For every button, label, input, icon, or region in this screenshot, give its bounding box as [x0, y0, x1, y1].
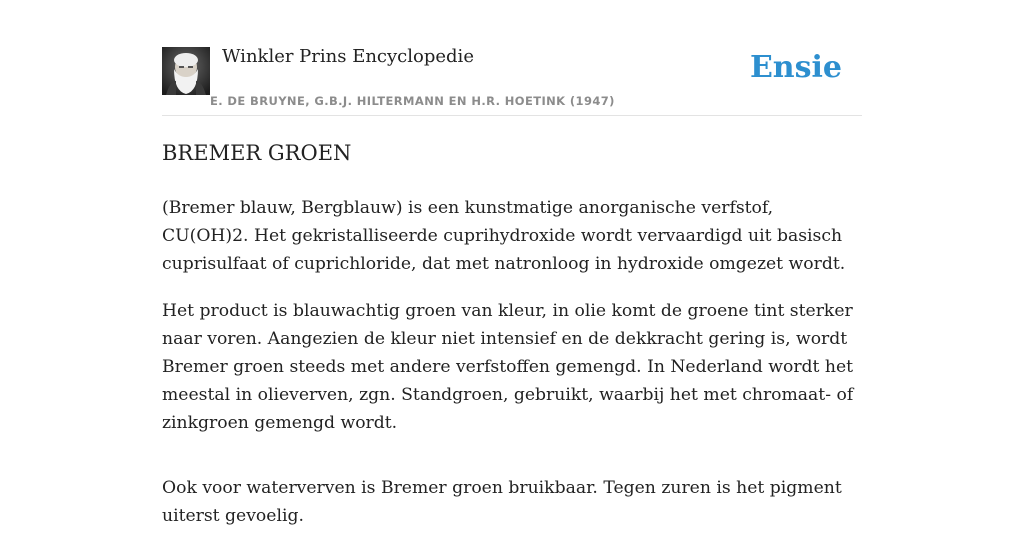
author-avatar-icon[interactable]: [162, 47, 210, 95]
authors-line: E. DE BRUYNE, G.B.J. HILTERMANN EN H.R. HOETINK (1947): [210, 94, 615, 108]
article-body: [162, 194, 862, 549]
bearded-man-portrait-icon: [162, 47, 210, 95]
paragraph: (Bremer blauw, Bergblauw) is een kunstmatige anorganische verfstof, CU(OH)2. Het gekristalliseerde cuprihydroxide wordt vervaardigd uit basisch cuprisulfaat of cuprichloride, dat met natronloog in hydroxide omgezet wordt.: [162, 198, 846, 274]
paragraph: Het product is blauwachtig groen van kleur, in olie komt de groene tint sterker naar voren. Aangezien de kleur niet intensief en de dekkracht gering is, wordt Bremer groen steeds met andere verfstoffen gemengd. In Nederland wordt het meestal in olieverven, zgn. Standgroen, gebruikt, waarbij het met chromaat- of zinkgroen gemengd wordt.: [162, 301, 854, 433]
paragraph: Ook voor waterverven is Bremer groen bruikbaar. Tegen zuren is het pigment uiterst gevoelig.: [162, 478, 842, 526]
header: [162, 0, 862, 116]
encyclopedia-title[interactable]: Winkler Prins Encyclopedie: [222, 46, 474, 67]
page: [162, 0, 862, 526]
article-title: BREMER GROEN: [162, 141, 352, 165]
ensie-logo-link[interactable]: Ensie: [749, 50, 842, 85]
